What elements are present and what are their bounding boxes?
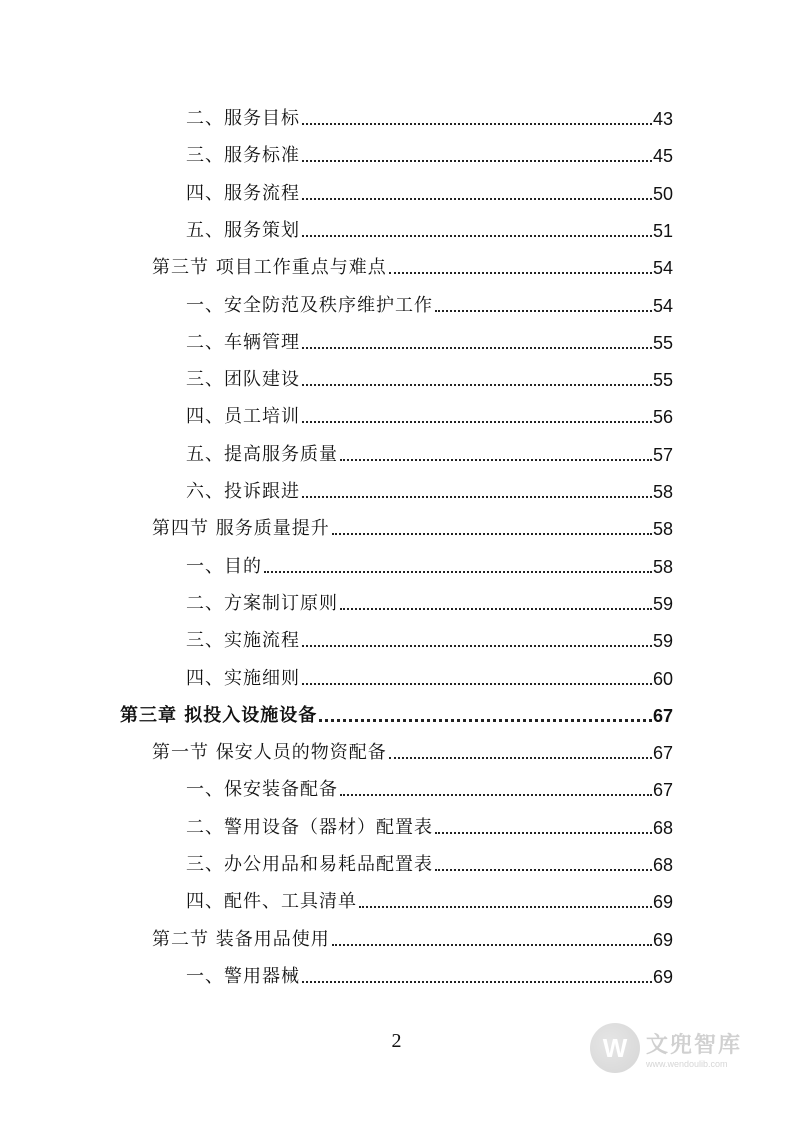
toc-leader-dots [302, 683, 652, 685]
page-number: 2 [391, 1030, 402, 1052]
toc-leader-dots [340, 608, 652, 610]
toc-entry[interactable] [152, 738, 673, 764]
toc-entry-page: 68 [652, 817, 673, 838]
toc-entry-page: 67 [652, 780, 673, 801]
toc-entry-page: 58 [652, 482, 673, 502]
toc-entry-title: 六、投诉跟进 [186, 481, 300, 502]
toc-leader-dots [389, 272, 652, 274]
toc-leader-dots [302, 347, 652, 349]
toc-entry-page: 67 [652, 705, 673, 726]
toc-leader-dots [302, 123, 652, 125]
toc-leader-dots [264, 571, 652, 573]
toc-entry-title: 四、实施细则 [186, 667, 300, 689]
toc-entry-title: 二、方案制订原则 [186, 592, 338, 614]
watermark-name: 文兜智库 [646, 1032, 743, 1058]
toc-leader-dots [332, 533, 652, 535]
toc-entry[interactable] [186, 216, 673, 242]
toc-entry-title: 二、警用设备（器材）配置表 [186, 816, 433, 838]
toc-entry[interactable] [186, 365, 673, 391]
toc-entry-title: 二、服务目标 [186, 108, 300, 129]
toc-leader-dots [340, 794, 652, 796]
toc-leader-dots [302, 496, 652, 498]
toc-entry-page: 56 [652, 407, 673, 428]
toc-leader-dots [302, 235, 652, 237]
toc-entry[interactable] [186, 179, 673, 205]
toc-leader-dots [302, 981, 652, 983]
toc-entry[interactable] [186, 962, 673, 988]
toc-leader-dots [319, 719, 652, 722]
toc-entry-title: 第二节 装备用品使用 [152, 928, 330, 950]
toc-entry[interactable] [186, 552, 673, 578]
toc-entry-page: 51 [652, 220, 673, 241]
toc-entry-page: 58 [652, 519, 673, 540]
toc-entry[interactable] [152, 925, 673, 951]
toc-entry-page: 59 [652, 593, 673, 614]
toc-leader-dots [302, 421, 652, 423]
toc-entry-page: 69 [652, 966, 673, 987]
toc-entry[interactable] [186, 589, 673, 615]
toc-entry[interactable] [186, 664, 673, 690]
toc-entry[interactable] [186, 477, 673, 503]
toc-entry-page: 54 [652, 295, 673, 316]
toc-leader-dots [302, 384, 652, 386]
toc-leader-dots [332, 944, 652, 946]
toc-entry[interactable] [186, 626, 673, 652]
toc-entry[interactable] [186, 104, 673, 130]
toc-entry-title: 一、目的 [186, 555, 262, 577]
toc-entry-title: 第三章 拟投入设施设备 [120, 704, 318, 726]
toc-entry-title: 一、警用器械 [186, 965, 300, 987]
toc-entry-title: 五、服务策划 [186, 219, 300, 241]
toc-entry[interactable] [120, 701, 673, 727]
toc-entry[interactable] [186, 141, 673, 167]
toc-entry-page: 68 [652, 855, 673, 875]
watermark-url: www.wendoulib.com [646, 1058, 728, 1069]
toc-entry-title: 第四节 服务质量提升 [152, 518, 330, 540]
toc-entry-title: 四、员工培训 [186, 406, 300, 428]
toc-entry[interactable] [186, 440, 673, 466]
toc-entry-title: 四、服务流程 [186, 182, 300, 204]
toc-entry[interactable] [186, 850, 673, 876]
toc-entry-page: 59 [652, 631, 673, 652]
toc-leader-dots [302, 160, 652, 162]
watermark [590, 1018, 770, 1078]
toc-entry-title: 二、车辆管理 [186, 331, 300, 353]
toc-entry-page: 69 [652, 929, 673, 950]
toc-entry[interactable] [186, 291, 673, 317]
watermark-logo-icon: W [590, 1023, 640, 1073]
toc-entry-title: 第一节 保安人员的物资配备 [152, 742, 387, 764]
toc-entry[interactable] [186, 775, 673, 801]
toc-entry[interactable] [152, 253, 673, 279]
toc-entry-page: 43 [652, 109, 673, 129]
toc-entry-title: 三、办公用品和易耗品配置表 [186, 854, 433, 875]
toc-entry-page: 58 [652, 556, 673, 577]
toc-entry-page: 60 [652, 668, 673, 689]
toc-leader-dots [389, 757, 652, 759]
toc-entry-title: 五、提高服务质量 [186, 443, 338, 465]
toc-entry-title: 三、服务标准 [186, 145, 300, 167]
toc-leader-dots [359, 906, 652, 908]
toc-entry-title: 三、团队建设 [186, 369, 300, 391]
toc-entry[interactable] [186, 402, 673, 428]
toc-entry-page: 55 [652, 332, 673, 353]
toc-leader-dots [435, 832, 652, 834]
toc-entry-title: 一、保安装备配备 [186, 779, 338, 801]
toc-leader-dots [302, 198, 652, 200]
toc-entry-page: 57 [652, 444, 673, 465]
toc-entry-title: 一、安全防范及秩序维护工作 [186, 294, 433, 316]
toc-leader-dots [302, 645, 652, 647]
toc-entry[interactable] [186, 328, 673, 354]
toc-entry[interactable] [186, 887, 673, 913]
toc-entry-title: 三、实施流程 [186, 630, 300, 652]
toc-entry-page: 45 [652, 146, 673, 167]
toc-leader-dots [435, 310, 652, 312]
toc-entry-page: 54 [652, 258, 673, 279]
toc-entry-title: 四、配件、工具清单 [186, 891, 357, 913]
toc-entry-page: 69 [652, 892, 673, 913]
toc-entry[interactable] [152, 514, 673, 540]
toc-entry-page: 55 [652, 370, 673, 391]
toc-entry-page: 50 [652, 183, 673, 204]
toc-leader-dots [340, 459, 652, 461]
toc-entry-title: 第三节 项目工作重点与难点 [152, 257, 387, 279]
toc-entry[interactable] [186, 813, 673, 839]
toc-leader-dots [435, 869, 652, 871]
toc-entry-page: 67 [652, 743, 673, 764]
